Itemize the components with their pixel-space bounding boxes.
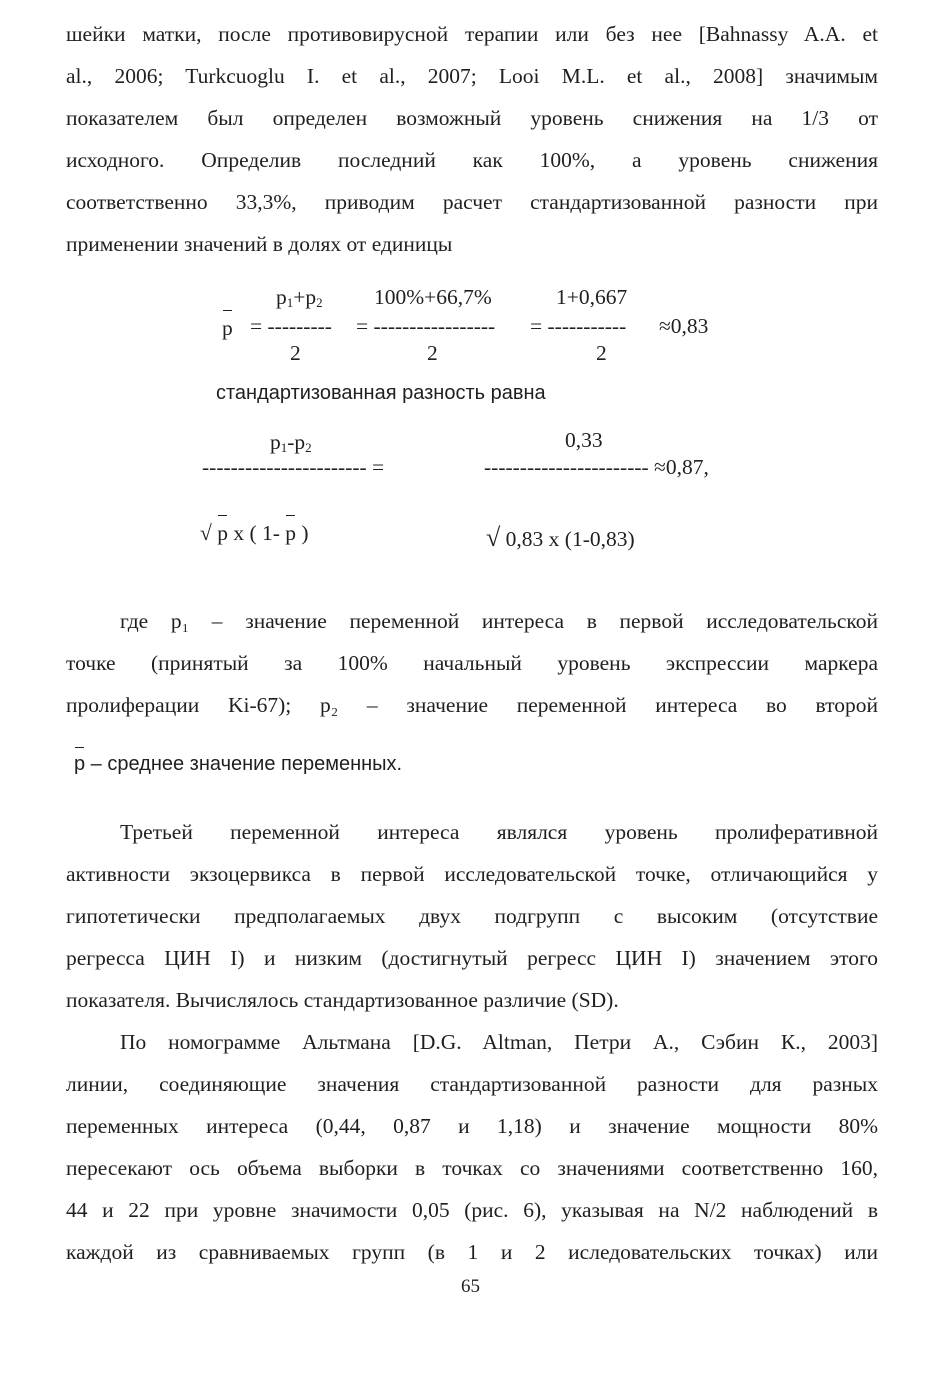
text-line: соответственно 33,3%, приводим расчет стандартизованной разности при (66, 190, 878, 214)
fraction-line: = --------- (250, 314, 332, 338)
text-line: регресса ЦИН I) и низким (достигнутый регресс ЦИН I) значением этого (66, 946, 878, 970)
text-line: пролиферации Ki-67); p₂ – значение переменной интереса во второй (66, 693, 878, 717)
text-line: исходного. Определив последний как 100%, а уровень снижения (66, 148, 878, 172)
denominator: 2 (290, 341, 301, 365)
text-line: шейки матки, после противовирусной терапии или без нее [Bahnassy A.A. et (66, 22, 878, 46)
text-line: точке (принятый за 100% начальный уровень экспрессии маркера (66, 651, 878, 675)
numerator: $p_1-p_2$ (270, 430, 312, 455)
numerator: 0,33 (565, 428, 603, 452)
text-line: применении значений в долях от единицы (66, 232, 453, 256)
denominator: √ 0,83 x (1-0,83) (486, 523, 635, 552)
fraction-line: ----------------------- = (202, 455, 385, 479)
text-line: каждой из сравниваемых групп (в 1 и 2 иследовательских точках) или (66, 1240, 878, 1264)
text-line: где p₁ – значение переменной интереса в первой исследовательской (120, 609, 878, 633)
text-line: По номограмме Альтмана [D.G. Altman, Петри А., Сэбин К., 2003] (120, 1030, 878, 1054)
denominator: 2 (427, 341, 438, 365)
fraction-line: = ----------------- (356, 314, 496, 338)
numerator: $p_1+p_2$ (276, 285, 323, 310)
mean-definition: p – среднее значение переменных. (74, 753, 403, 775)
text-line: показателем был определен возможный уровень снижения на 1/3 от (66, 106, 878, 130)
text-line: 44 и 22 при уровне значимости 0,05 (рис. 6), указывая на N/2 наблюдений в (66, 1198, 878, 1222)
p-bar-symbol: p (222, 316, 233, 340)
numerator: 100%+66,7% (374, 285, 492, 309)
text-line: пересекают ось объема выборки в точках со значениями соответственно 160, (66, 1156, 878, 1180)
text-line: Третьей переменной интереса являлся уровень пролиферативной (120, 820, 878, 844)
text-line: гипотетически предполагаемых двух подгрупп с высоким (отсутствие (66, 904, 878, 928)
numerator: 1+0,667 (556, 285, 628, 309)
denominator: √ p x ( 1- p ) (200, 521, 309, 545)
formula-result: ≈0,83 (659, 314, 709, 338)
page-number: 65 (461, 1276, 480, 1297)
text-line: показателя. Вычислялось стандартизованное различие (SD). (66, 988, 619, 1012)
text-line: переменных интереса (0,44, 0,87 и 1,18) и значение мощности 80% (66, 1114, 878, 1138)
denominator: 2 (596, 341, 607, 365)
text-line: al., 2006; Turkcuoglu I. et al., 2007; Looi M.L. et al., 2008] значимым (66, 64, 878, 88)
formula-intro: стандартизованная разность равна (216, 382, 546, 404)
fraction-line: = ----------- (530, 314, 627, 338)
text-line: линии, соединяющие значения стандартизованной разности для разных (66, 1072, 878, 1096)
text-line: активности экзоцервикса в первой исследовательской точке, отличающийся у (66, 862, 878, 886)
fraction-line: ----------------------- ≈0,87, (484, 455, 709, 479)
